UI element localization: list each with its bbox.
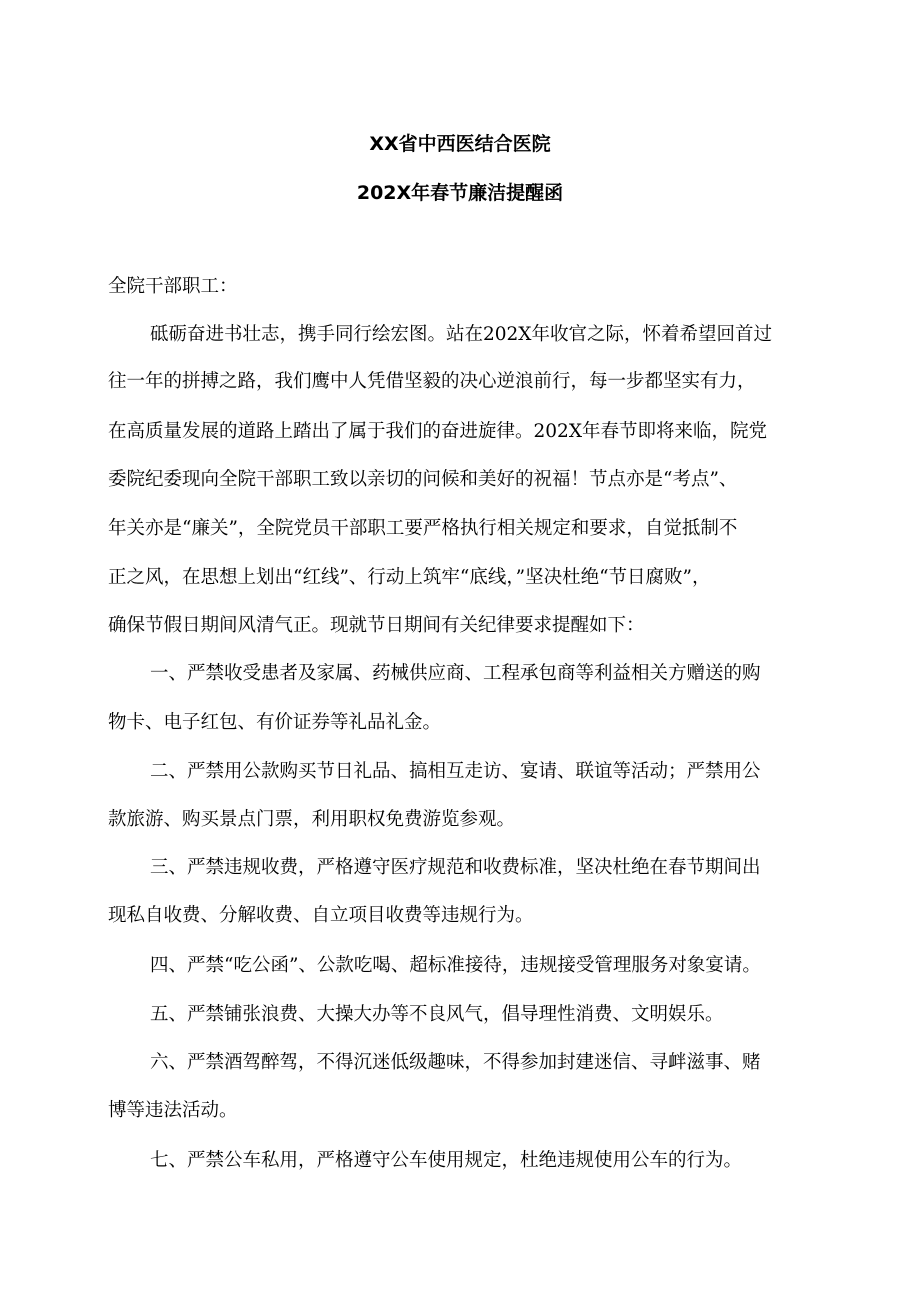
salutation: 全院干部职工：: [108, 276, 238, 297]
rule-line: 博等违法活动。: [108, 1100, 238, 1121]
hospital-name: XX省中西医结合医院: [369, 133, 551, 155]
rule-line: 七、严禁公车私用，严格遵守公车使用规定，杜绝违规使用公车的行为。: [150, 1150, 743, 1171]
intro-line: 砥砺奋进书壮志，携手同行绘宏图。站在202X年收官之际，怀着希望回首过: [150, 324, 772, 345]
intro-line: 在高质量发展的道路上踏出了属于我们的奋进旋律。202X年春节即将来临，院党: [108, 421, 767, 442]
rule-line: 款旅游、购买景点门票，利用职权免费游览参观。: [108, 809, 516, 830]
intro-line: 年关亦是“廉关”，全院党员干部职工要严格执行相关规定和要求，自觉抵制不: [108, 518, 738, 539]
rule-line: 五、严禁铺张浪费、大操大办等不良风气，倡导理性消费、文明娱乐。: [150, 1004, 724, 1025]
intro-line: 委院纪委现向全院干部职工致以亲切的问候和美好的祝福！节点亦是“考点”、: [108, 469, 738, 490]
intro-line: 往一年的拼搏之路，我们鹰中人凭借坚毅的决心逆浪前行，每一步都坚实有力，: [108, 371, 756, 392]
rule-line: 四、严禁“吃公函”、公款吃喝、超标准接待，违规接受管理服务对象宴请。: [150, 955, 761, 976]
rule-line: 现私自收费、分解收费、自立项目收费等违规行为。: [108, 905, 534, 926]
rule-line: 物卡、电子红包、有价证券等礼品礼金。: [108, 712, 442, 733]
intro-line: 确保节假日期间风清气正。现就节日期间有关纪律要求提醒如下：: [108, 615, 645, 636]
intro-line: 正之风，在思想上划出“红线”、行动上筑牢“底线，”坚决杜绝“节日腐败”，: [108, 567, 711, 588]
rule-line: 二、严禁用公款购买节日礼品、搞相互走访、宴请、联谊等活动；严禁用公: [150, 761, 761, 782]
letter-title: 202X年春节廉洁提醒函: [356, 182, 564, 204]
rule-line: 一、严禁收受患者及家属、药械供应商、工程承包商等利益相关方赠送的购: [150, 663, 761, 684]
rule-line: 三、严禁违规收费，严格遵守医疗规范和收费标准，坚决杜绝在春节期间出: [150, 857, 761, 878]
rule-line: 六、严禁酒驾醉驾，不得沉迷低级趣味，不得参加封建迷信、寻衅滋事、赌: [150, 1052, 761, 1073]
